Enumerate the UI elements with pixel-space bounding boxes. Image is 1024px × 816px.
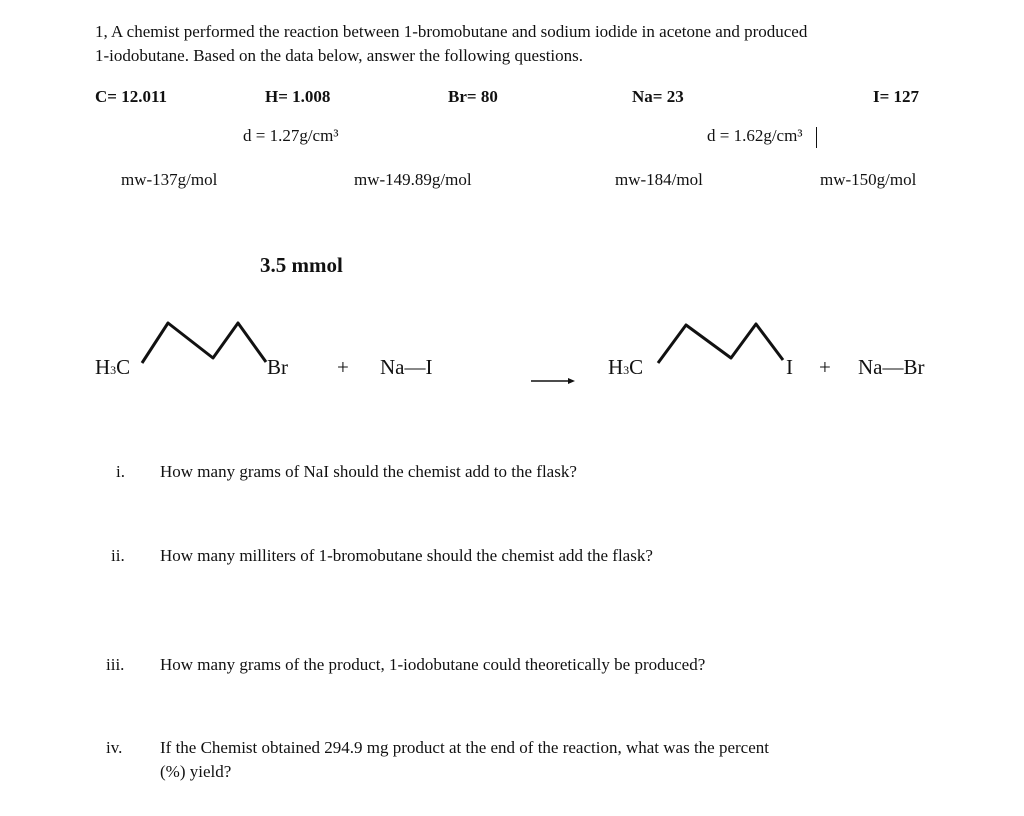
sodium-bromide: Na—Br	[858, 355, 925, 379]
mass-carbon: C= 12.011	[95, 87, 168, 106]
mass-sodium: Na= 23	[632, 87, 684, 106]
plus-sign-1: +	[337, 355, 349, 379]
question-text: How many grams of NaI should the chemist add to the flask?	[160, 462, 577, 481]
mw-nabr: mw-150g/mol	[820, 170, 917, 189]
plus-sign-2: +	[819, 355, 831, 379]
arrow-head-icon	[568, 378, 575, 384]
bromine-atom: Br	[267, 355, 288, 379]
question-number: i.	[116, 462, 125, 481]
intro-line-2: 1-iodobutane. Based on the data below, answer the following questions.	[95, 46, 584, 65]
methyl-left: H3C	[95, 355, 131, 379]
density-bromobutane: d = 1.27g/cm³	[243, 126, 339, 145]
mw-nai: mw-149.89g/mol	[354, 170, 472, 189]
sodium-iodide: Na—I	[380, 355, 433, 379]
mass-iodine: I= 127	[873, 87, 920, 106]
mass-hydrogen: H= 1.008	[265, 87, 331, 106]
question-text: If the Chemist obtained 294.9 mg product at the end of the reaction, what was the percent	[160, 738, 769, 757]
mw-iodobutane: mw-184/mol	[615, 170, 703, 189]
mass-bromine: Br= 80	[448, 87, 498, 106]
question-number: ii.	[111, 546, 125, 565]
question-text-continued: (%) yield?	[160, 762, 232, 781]
density-iodobutane: d = 1.62g/cm³	[707, 126, 803, 145]
question-text: How many milliters of 1-bromobutane should the chemist add the flask?	[160, 546, 653, 565]
iodobutane-chain	[658, 324, 783, 363]
methyl-right: H3C	[608, 355, 644, 379]
question-text: How many grams of the product, 1-iodobutane could theoretically be produced?	[160, 655, 706, 674]
mw-bromobutane: mw-137g/mol	[121, 170, 218, 189]
intro-line-1: 1, A chemist performed the reaction between 1-bromobutane and sodium iodide in acetone and produced	[95, 22, 808, 41]
question-number: iv.	[106, 738, 123, 757]
amount-label: 3.5 mmol	[260, 253, 343, 277]
iodine-atom: I	[786, 355, 793, 379]
question-number: iii.	[106, 655, 125, 674]
bromobutane-chain	[142, 323, 266, 363]
